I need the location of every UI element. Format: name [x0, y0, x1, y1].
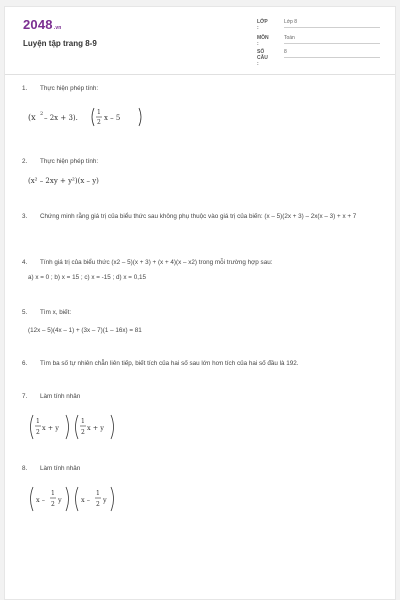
- fraction-numerator: 1: [36, 418, 40, 425]
- formula-part: x + y: [42, 424, 59, 432]
- fraction-denominator: 2: [51, 501, 55, 508]
- formula-q2: (x² – 2xy + y²)(x – y): [28, 177, 99, 185]
- question-text: Thực hiện phép tính:: [40, 158, 99, 165]
- question-number: 8.: [22, 465, 28, 472]
- question-number: 5.: [22, 309, 28, 316]
- fraction-numerator: 1: [96, 490, 100, 497]
- fraction-denominator: 2: [97, 119, 101, 126]
- fraction-numerator: 1: [97, 109, 101, 116]
- worksheet-header: [5, 7, 395, 69]
- site-logo[interactable]: 2048.vn: [23, 17, 62, 32]
- meta-label: SỐ CÂU :: [257, 49, 268, 67]
- question-text: Thực hiện phép tính:: [40, 85, 99, 92]
- question-number: 2.: [22, 158, 28, 165]
- question-number: 1.: [22, 85, 28, 92]
- fraction-denominator: 2: [96, 501, 100, 508]
- formula-q1: [28, 104, 148, 130]
- fraction-numerator: 1: [81, 418, 85, 425]
- formula-part: y: [103, 496, 107, 504]
- worksheet-page: [4, 6, 396, 600]
- meta-value: 8: [284, 49, 380, 58]
- formula-sup: 2: [40, 111, 44, 117]
- question-number: 3.: [22, 213, 28, 220]
- question-text: Tìm x, biết:: [40, 309, 72, 316]
- question-number: 7.: [22, 393, 28, 400]
- formula-q7: [28, 412, 128, 442]
- question-text: Tìm ba số tự nhiên chẵn liên tiếp, biết tích của hai số sau lớn hơn tích của hai số đầu là 192.: [40, 360, 299, 367]
- formula-part: x –: [81, 496, 90, 504]
- meta-value: Lớp 8: [284, 19, 380, 28]
- formula-q8: [28, 484, 138, 514]
- formula-part: – 2x + 3).: [44, 114, 78, 122]
- fraction-denominator: 2: [81, 429, 85, 436]
- formula-part: y: [58, 496, 62, 504]
- question-text: Làm tính nhân: [40, 393, 81, 400]
- formula-q5: (12x – 5)(4x – 1) + (3x – 7)(1 – 16x) = 81: [28, 327, 142, 334]
- formula-part: x + y: [87, 424, 104, 432]
- fraction-denominator: 2: [36, 429, 40, 436]
- question-text: Chứng minh rằng giá trị của biểu thức sau không phụ thuộc vào giá trị của biến: (x – 5)(2x + 3) – 2x(x – 3) + x + 7: [40, 213, 357, 220]
- header-divider: [5, 74, 395, 75]
- formula-part: x –: [36, 496, 45, 504]
- question-text: Làm tính nhân: [40, 465, 81, 472]
- meta-value: Toán: [284, 35, 380, 44]
- meta-label: LỚP :: [257, 19, 268, 31]
- question-number: 4.: [22, 259, 28, 266]
- question-number: 6.: [22, 360, 28, 367]
- meta-label: MÔN :: [257, 35, 269, 47]
- fraction-numerator: 1: [51, 490, 55, 497]
- page-title: Luyện tập trang 8-9: [23, 39, 97, 48]
- question-4-options: a) x = 0 ; b) x = 15 ; c) x = -15 ; d) x = 0,15: [28, 274, 146, 281]
- formula-part: x – 5: [104, 114, 121, 122]
- formula-part: (x: [28, 113, 36, 122]
- question-text: Tính giá trị của biểu thức (x2 – 5)(x + 3) + (x + 4)(x – x2) trong mỗi trường hợp sau:: [40, 259, 273, 266]
